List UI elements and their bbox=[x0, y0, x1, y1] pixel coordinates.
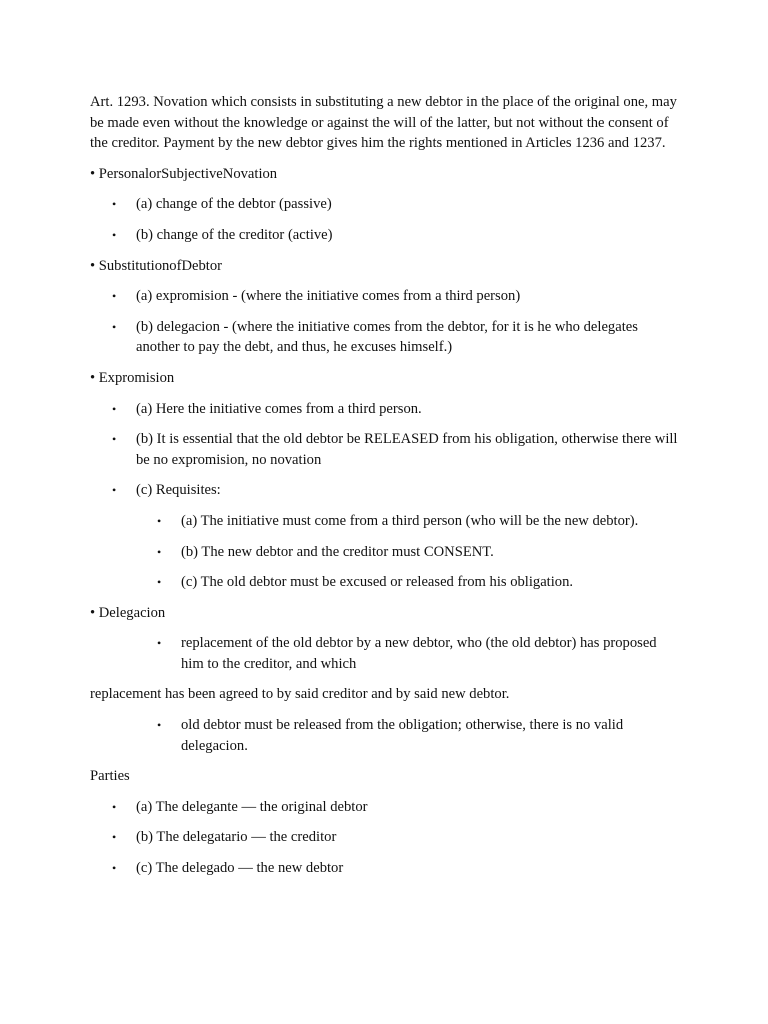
list-item: • replacement of the old debtor by a new debtor, who (the old debtor) has proposed him to the creditor, and which bbox=[157, 635, 657, 672]
delegacion-list-2 bbox=[90, 715, 680, 756]
bullet-icon: • bbox=[112, 319, 117, 334]
list-item: • (c) Requisites: bbox=[90, 480, 680, 501]
heading-substitution-of-debtor: • SubstitutionofDebtor bbox=[90, 257, 222, 274]
bullet-icon: • bbox=[112, 830, 117, 845]
requisites-list bbox=[90, 511, 680, 593]
list-item: • (a) change of the debtor (passive) bbox=[90, 194, 680, 215]
heading-expromision: • Expromision bbox=[90, 369, 175, 386]
personal-novation-list bbox=[90, 194, 680, 245]
bullet-icon: • bbox=[112, 861, 117, 876]
bullet-icon: • bbox=[112, 799, 117, 814]
list-item: • (a) Here the initiative comes from a third person. bbox=[90, 399, 680, 420]
article-1293-paragraph: Art. 1293. Novation which consists in substituting a new debtor in the place of the original one, may be made even without the knowledge or against the will of the latter, but not without the consent of the creditor. Payment by the new debtor gives him the rights mentioned in Articles 1236 and 1237. bbox=[90, 94, 677, 152]
bullet-icon: • bbox=[112, 401, 117, 416]
heading-parties: Parties bbox=[90, 768, 130, 785]
substitution-list bbox=[90, 286, 680, 358]
bullet-icon: • bbox=[112, 289, 117, 304]
list-item: • (b) The delegatario — the creditor bbox=[90, 827, 680, 848]
delegacion-list-1 bbox=[90, 633, 680, 674]
bullet-icon: • bbox=[112, 197, 117, 212]
delegacion-continuation: replacement has been agreed to by said creditor and by said new debtor. bbox=[90, 686, 510, 703]
list-item: • (b) It is essential that the old debtor be RELEASED from his obligation, otherwise there will be no expromision, no novation bbox=[112, 431, 678, 468]
heading-personal-novation: • PersonalorSubjectiveNovation bbox=[90, 165, 278, 182]
bullet-icon: • bbox=[157, 575, 162, 590]
bullet-icon: • bbox=[112, 227, 117, 242]
list-item: • (b) change of the creditor (active) bbox=[90, 225, 680, 246]
list-item: • (a) The delegante — the original debtor bbox=[90, 797, 680, 818]
bullet-icon: • bbox=[157, 544, 162, 559]
list-item: • (a) expromision - (where the initiative comes from a third person) bbox=[90, 286, 680, 307]
bullet-icon: • bbox=[157, 718, 162, 733]
list-item: • (c) The delegado — the new debtor bbox=[90, 858, 680, 879]
bullet-icon: • bbox=[112, 483, 117, 498]
bullet-icon: • bbox=[157, 513, 162, 528]
parties-list bbox=[90, 797, 680, 879]
expromision-list bbox=[90, 399, 680, 501]
list-item: • (c) The old debtor must be excused or released from his obligation. bbox=[90, 572, 680, 593]
heading-delegacion: • Delegacion bbox=[90, 604, 166, 621]
list-item: • old debtor must be released from the obligation; otherwise, there is no valid delegacion. bbox=[157, 717, 624, 754]
list-item: • (a) The initiative must come from a third person (who will be the new debtor). bbox=[90, 511, 680, 532]
bullet-icon: • bbox=[112, 432, 117, 447]
document-page bbox=[90, 92, 680, 889]
bullet-icon: • bbox=[157, 636, 162, 651]
list-item: • (b) The new debtor and the creditor must CONSENT. bbox=[90, 542, 680, 563]
list-item: • (b) delegacion - (where the initiative comes from the debtor, for it is he who delegates another to pay the debt, and thus, he excuses himself.) bbox=[112, 318, 638, 356]
